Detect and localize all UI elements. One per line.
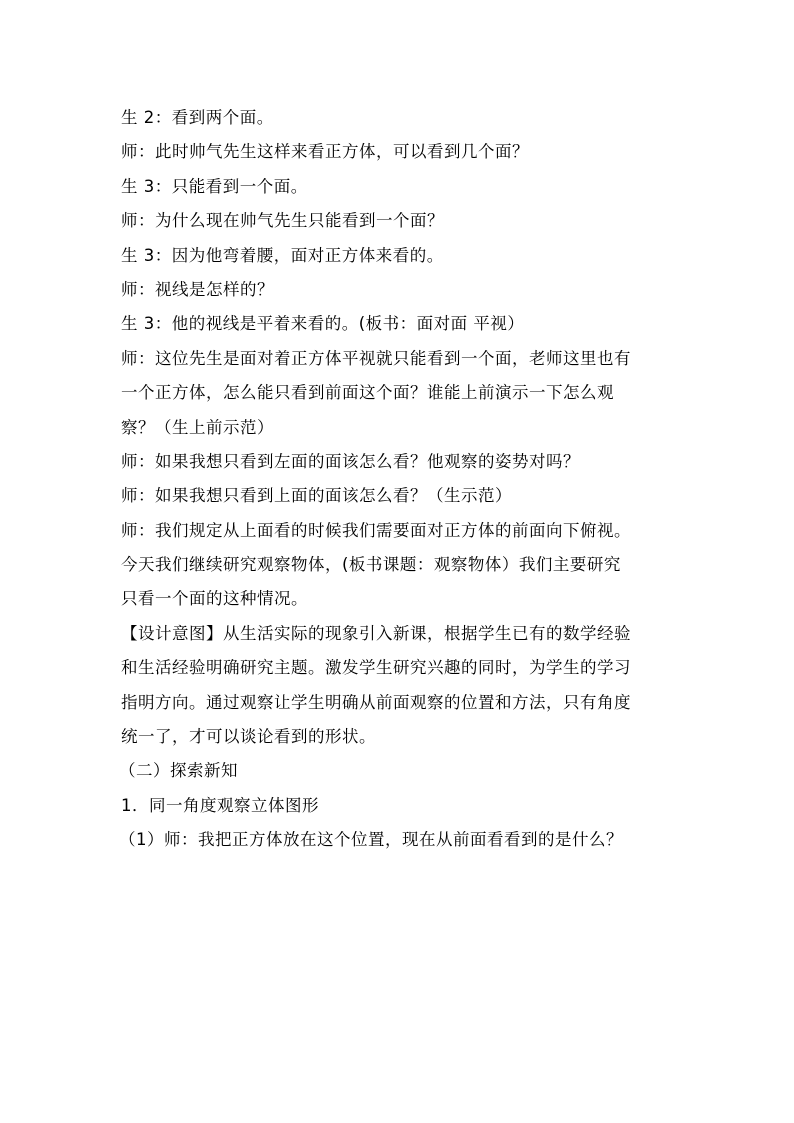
design-intent-line: 指明方向。通过观察让学生明确从前面观察的位置和方法，只有角度 [121,692,631,712]
paragraph-line: 师：这位先生是面对着正方体平视就只能看到一个面，老师这里也有 [121,348,631,368]
section-heading: （二）探索新知 [119,761,238,781]
dialogue-line-teacher: 师：如果我想只看到上面的面该怎么看？（生示范） [121,486,512,506]
dialogue-line-teacher: 师：此时帅气先生这样来看正方体，可以看到几个面？ [121,142,529,162]
paragraph-line: 今天我们继续研究观察物体，(板书课题：观察物体）我们主要研究 [121,555,621,575]
design-intent-line: 【设计意图】从生活实际的现象引入新课，根据学生已有的数学经验 [121,623,631,643]
subsection-heading: 1．同一角度观察立体图形 [121,795,319,815]
dialogue-line-student-2: 生 2：看到两个面。 [121,108,274,127]
paragraph-line: 一个正方体，怎么能只看到前面这个面？谁能上前演示一下怎么观 [121,383,614,403]
dialogue-line-student-3: 生 3：因为他弯着腰，面对正方体来看的。 [121,245,444,265]
dialogue-line-student-3: 生 3：只能看到一个面。 [121,176,308,196]
design-intent-line: 和生活经验明确研究主题。激发学生研究兴趣的同时，为学生的学习 [121,658,631,678]
document-body [121,101,681,858]
dialogue-line-teacher: 师：如果我想只看到左面的面该怎么看？他观察的姿势对吗？ [121,451,580,471]
dialogue-line-student-3: 生 3：他的视线是平着来看的。(板书：面对面 平视） [121,314,525,334]
dialogue-line-teacher: 师：为什么现在帅气先生只能看到一个面？ [121,211,444,231]
paragraph-line: 只看一个面的这种情况。 [121,589,308,609]
paragraph-line: 师：我们规定从上面看的时候我们需要面对正方体的前面向下俯视。 [121,520,631,540]
design-intent-line: 统一了，才可以谈论看到的形状。 [121,727,376,747]
paragraph-line: 察？（生上前示范） [121,417,274,437]
dialogue-line-teacher: 师：视线是怎样的？ [121,279,274,299]
question-line: （1）师：我把正方体放在这个位置，现在从前面看看到的是什么？ [119,830,623,850]
